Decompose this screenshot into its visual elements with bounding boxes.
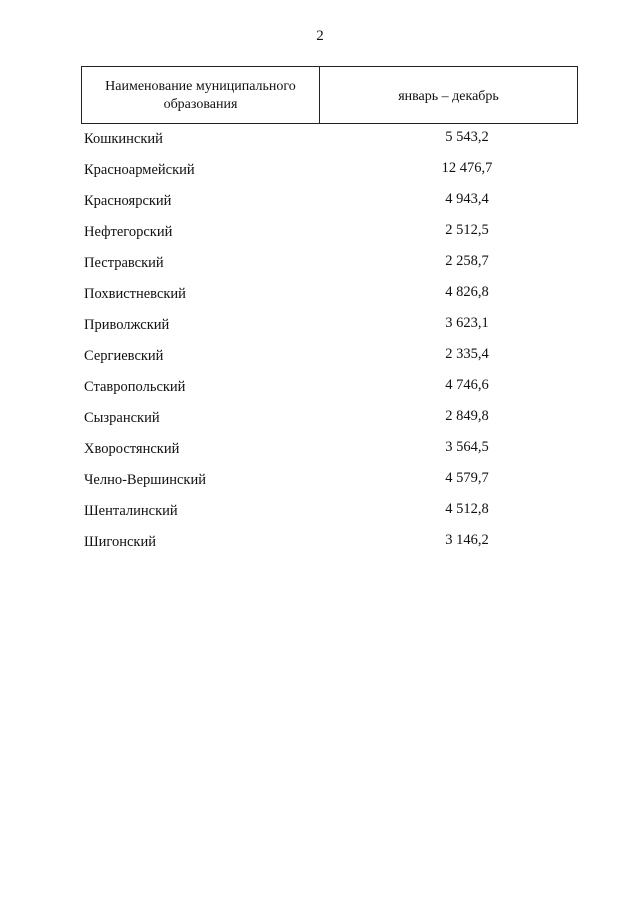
table-row — [84, 252, 584, 283]
table-row — [84, 407, 584, 438]
period-value: 2 512,5 — [445, 222, 489, 238]
table-row — [84, 469, 584, 500]
municipality-name: Сызранский — [84, 410, 160, 426]
municipality-name: Хворостянский — [84, 441, 180, 457]
municipality-name: Сергиевский — [84, 348, 164, 364]
period-value: 4 579,7 — [445, 470, 489, 486]
period-value: 2 258,7 — [445, 253, 489, 269]
period-value: 4 943,4 — [445, 191, 489, 207]
municipality-name: Красноармейский — [84, 162, 195, 178]
table-row — [84, 314, 584, 345]
period-value: 5 543,2 — [445, 129, 489, 145]
period-value: 3 146,2 — [445, 532, 489, 548]
municipality-name: Нефтегорский — [84, 224, 173, 240]
period-value: 4 746,6 — [445, 377, 489, 393]
period-value: 12 476,7 — [441, 160, 493, 176]
header-period: январь – декабрь — [398, 89, 499, 104]
municipality-name: Кошкинский — [84, 131, 163, 147]
table-row — [84, 376, 584, 407]
page-number: 2 — [316, 28, 324, 44]
municipality-name: Ставропольский — [84, 379, 186, 395]
period-value: 4 512,8 — [445, 501, 489, 517]
municipality-name: Приволжский — [84, 317, 170, 333]
municipality-name: Челно-Вершинский — [84, 472, 206, 488]
table-row — [84, 221, 584, 252]
table-row — [84, 159, 584, 190]
header-municipality: Наименование муниципального образования — [82, 67, 320, 123]
table-row — [84, 500, 584, 531]
period-value: 3 564,5 — [445, 439, 489, 455]
table-row — [84, 283, 584, 314]
municipality-name: Пестравский — [84, 255, 164, 271]
table-header — [81, 66, 578, 124]
municipality-name: Шигонский — [84, 534, 156, 550]
table-row — [84, 438, 584, 469]
table-row — [84, 128, 584, 159]
period-value: 2 335,4 — [445, 346, 489, 362]
municipality-name: Похвистневский — [84, 286, 186, 302]
table-body — [84, 128, 584, 562]
table-row — [84, 190, 584, 221]
period-value: 3 623,1 — [445, 315, 489, 331]
table-row — [84, 531, 584, 562]
municipality-name: Шенталинский — [84, 503, 178, 519]
period-value: 4 826,8 — [445, 284, 489, 300]
municipality-name: Красноярский — [84, 193, 172, 209]
table-row — [84, 345, 584, 376]
period-value: 2 849,8 — [445, 408, 489, 424]
